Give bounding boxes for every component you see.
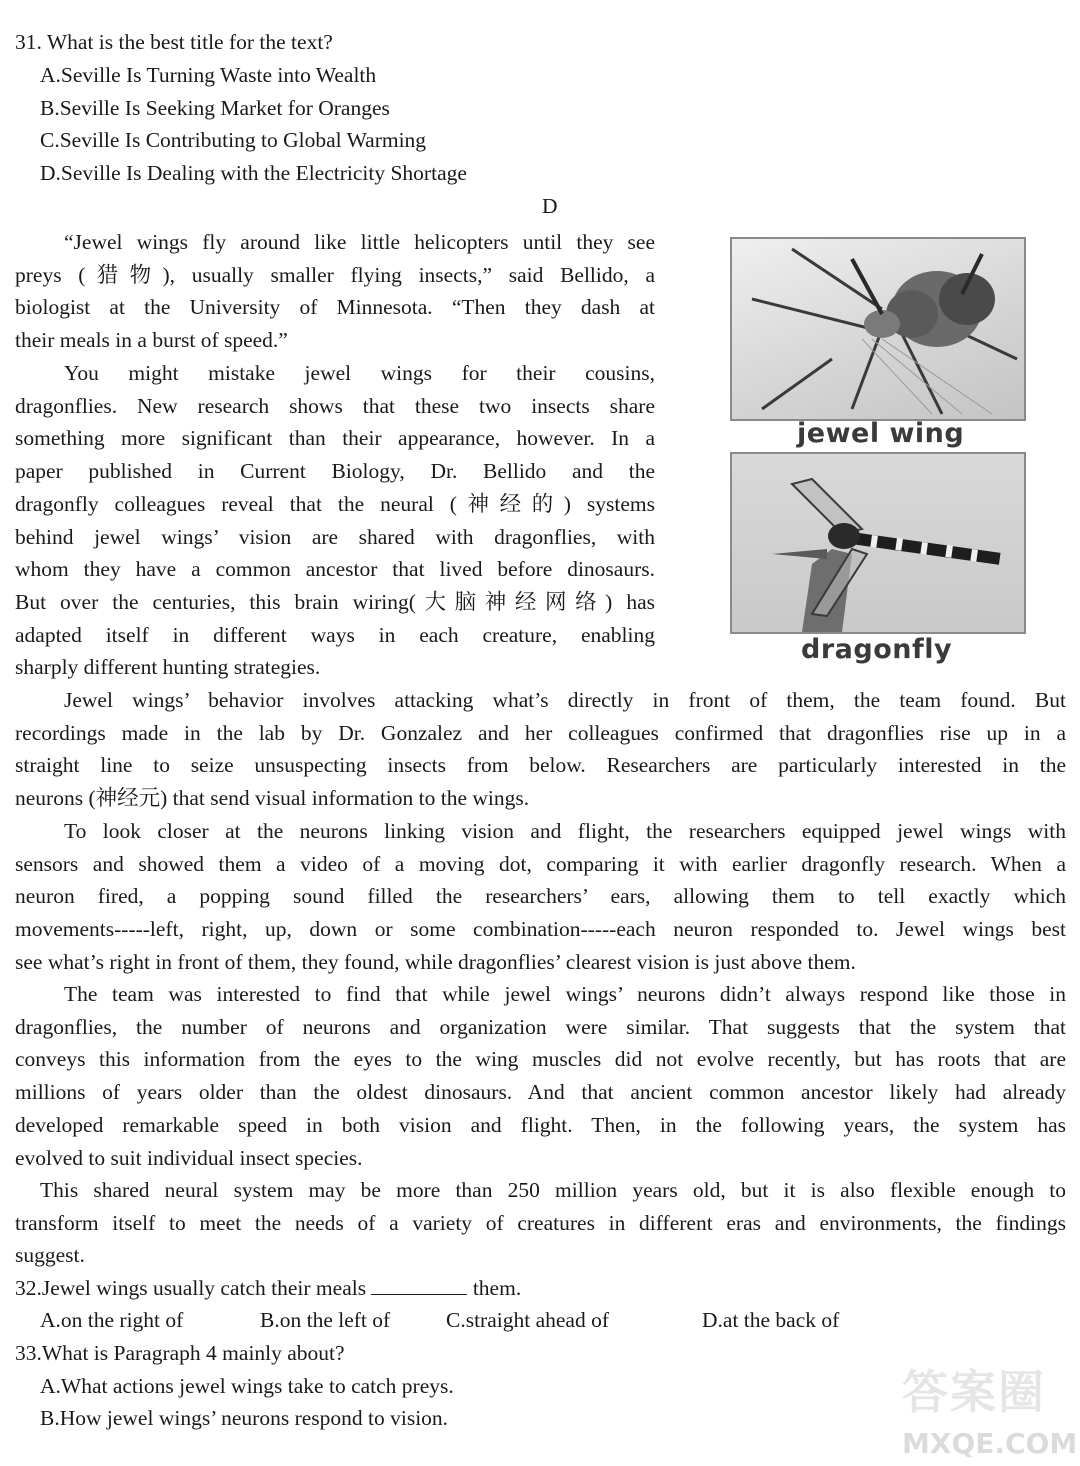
q32-option-b: B.on the left of [260, 1308, 391, 1332]
q32-stem-before: 32.Jewel wings usually catch their meals [15, 1276, 367, 1300]
q32-stem-after: them. [472, 1276, 522, 1300]
q31-option-a: A.Seville Is Turning Waste into Wealth [40, 63, 377, 87]
watermark-site-text: MXQE.COM [902, 1427, 1078, 1460]
q32-stem [15, 1272, 521, 1305]
q31-option-d: D.Seville Is Dealing with the Electricity Shortage [40, 161, 467, 185]
q32-option-a: A.on the right of [40, 1308, 184, 1332]
jewel-wing-photo [730, 237, 1026, 421]
watermark-logo-text: 答案圈 [902, 1365, 1046, 1419]
q31-stem: 31. What is the best title for the text? [15, 30, 333, 54]
q33-stem: 33.What is Paragraph 4 mainly about? [15, 1341, 345, 1365]
q32-answer-blank [371, 1272, 467, 1295]
dragonfly-caption: dragonfly [801, 634, 953, 665]
q32-option-c: C.straight ahead of [446, 1308, 609, 1332]
q33-option-a: A.What actions jewel wings take to catch preys. [40, 1374, 454, 1398]
paragraph-1: “Jewel wings fly around like little helicopters until they see preys (猎物), usually smaller flying insects,” said Bellido, a biologist at the University of Minnesota. “Then they dash at their meals in a burst of speed.” [15, 230, 655, 353]
paragraph-2: You might mistake jewel wings for their cousins, dragonflies. New research shows that these two insects share something more significant than their appearance, however. In a paper published in Current Biology, Dr. Bellido and the dragonfly colleagues reveal that the neural (神经的) systems behind jewel wings’ vision are shared with dragonflies, with whom they have a common ancestor that lived before dinosaurs. But over the centuries, this brain wiring(大脑神经网络) has adapted itself in different ways in each creature, enabling sharply different hunting strategies. [15, 361, 655, 680]
q32-option-d: D.at the back of [702, 1308, 840, 1332]
watermark-logo [898, 1365, 1078, 1462]
q31-option-b: B.Seville Is Seeking Market for Oranges [40, 96, 390, 120]
paragraph-4: To look closer at the neurons linking vision and flight, the researchers equipped jewel wings with sensors and showed them a video of a moving dot, comparing it with earlier dragonfly research. When a neuron fired, a popping sound filled the researchers’ ears, allowing them to tell exactly which movements-----left, right, up, down or some combination-----each neuron responded to. Jewel wings best see what’s right in front of them, they found, while dragonflies’ clearest vision is just above them. [15, 819, 1066, 974]
paragraph-5: The team was interested to find that while jewel wings’ neurons didn’t always respond like those in dragonflies, the number of neurons and organization were similar. That suggests that the system that conveys this information from the eyes to the wing muscles did not evolve recently, but has roots that are millions of years older than the oldest dinosaurs. And that ancient common ancestor likely had already developed remarkable speed in both vision and flight. Then, in the following years, the system has evolved to suit individual insect species. [15, 982, 1066, 1170]
insect-figure [725, 232, 1030, 672]
dragonfly-photo [730, 452, 1026, 634]
jewel-wing-caption: jewel wing [797, 418, 965, 449]
paragraph-6: This shared neural system may be more than 250 million years old, but it is also flexible enough to transform itself to meet the needs of a variety of creatures in different eras and environments, the findings suggest. [15, 1178, 1066, 1268]
q33-option-b: B.How jewel wings’ neurons respond to vision. [40, 1406, 449, 1430]
q31-option-c: C.Seville Is Contributing to Global Warming [40, 128, 427, 152]
passage-letter: D [542, 194, 558, 218]
paragraph-3: Jewel wings’ behavior involves attacking what’s directly in front of them, the team found. But recordings made in the lab by Dr. Gonzalez and her colleagues confirmed that dragonflies rise up in a straight line to seize unsuspecting insects from below. Researchers are particularly interested in the neurons (神经元) that send visual information to the wings. [15, 688, 1066, 811]
